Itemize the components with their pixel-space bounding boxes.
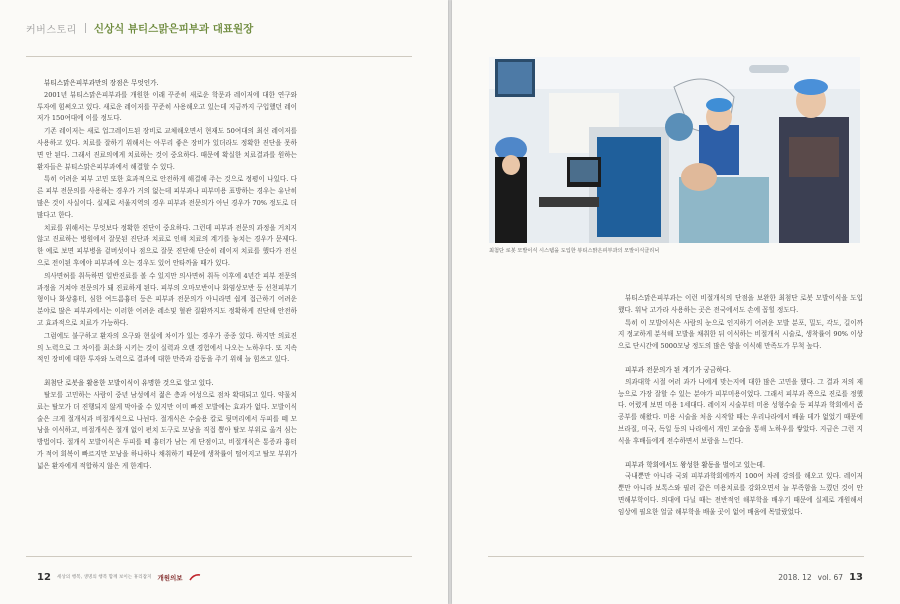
body-paragraph: 의사면허를 취득하면 일반진료를 볼 수 있지만 의사면허 취득 이후에 4년간 피부 전문의 과정을 거쳐야 전문의가 돼 진료하게 된다. 피부의 오마모반이나 화염상모반 등 선천피부기형이나 화상흉터, 심한 여드름흉터 등은 피부과 전문의가 아니라면 쉽게 접근하기 어려운 분야로 많은 피부과에서는 이러한 어려운 레소및 혈관 질환까지도 정확하게 진단해 안전하고 효과적으로 치료가 가능하다. [37,271,297,327]
body-paragraph: 특히 이 모발이식은 사람의 눈으로 인지하기 어려운 모발 분포, 밀도, 각도, 길이까지 정교하게 분석해 모발을 채취한 뒤 이식하는 비절개식 시술로, 생착률이 90% 이상으로 단시간에 5000모낭 정도의 많은 양을 이식해 만족도가 무척 높다. [618,318,863,351]
clinic-photo-illustration [489,57,860,243]
interview-question: 피부과 학회에서도 왕성한 활동을 벌이고 있는데. [625,460,765,469]
left-footer [37,570,201,584]
photo-caption: 최첨단 로봇 모발이식 시스템을 도입한 뷰티스맑은피부과의 모발이식클리닉 [489,248,660,254]
body-paragraph: 2001년 뷰티스맑은피부과를 개원한 이래 꾸준히 새로운 학문과 레이저에 대한 연구와 투자에 힘써오고 있다. 새로운 레이저를 꾸준히 사용해오고 있는데 지금까지 구입했던 레이저가 150여대에 이를 정도다. [37,90,297,123]
page-number: 12 [37,571,51,583]
body-paragraph: 특히 어려운 피부 고민 또한 효과적으로 안전하게 해결해 주는 것으로 정평이 나있다. 다른 피부 전문의를 사용하는 경우가 거의 없는데 피부과나 피부미용 표방하는 경우는 유난히 많은 것이 사실이다. 실제로 서울지역의 경우 피부과 전문의가 아닌 경우가 70% 정도로 더 많다고 한다. [37,175,297,219]
body-paragraph: 그럼에도 불구하고 환자의 요구와 현실에 차이가 있는 경우가 종종 있다. 하지만 의료진의 노력으로 그 차이를 최소화 시키는 것이 실력과 오랜 경험에서 나오는 노하우다. 또 지속적인 장비에 대한 투자와 노력으로 결과에 대한 만족과 감동을 주기 위해 늘 힘쓰고 있다. [37,331,297,364]
body-paragraph: 의과대학 시절 여러 과가 나에게 맞는지에 대한 많은 고민을 했다. 그 결과 저의 재능으로 가장 잘할 수 있는 분야가 피부미용이었다. 그래서 피부과 쪽으로 진로를 정했다. 어렸게 보면 미용 1세대다. 레이저 시술부터 미용 성형수술 등 피부과 학회에서 좀 공부를 해왔다. 미용 시술을 처음 시작할 때는 우리나라에서 배울 데가 없었기 때문에 브라질, 미국, 독일 등의 나라에서 개인 교습을 통해 노하우를 쌓았다. 지금은 그런 지식을 후배들에게 전수하면서 보람을 느낀다. [618,377,863,445]
paragraph-spacer [37,367,297,378]
issue-volume: vol. 67 [817,572,844,582]
article-title: 신상식 뷰티스맑은피부과 대표원장 [93,22,254,35]
paragraph-spacer [618,449,863,460]
brand-swoosh-icon [189,573,201,581]
body-paragraph: 기존 레이저는 새로 업그레이드된 장비로 교체해오면서 현재도 50여대의 최신 레이저를 사용하고 있다. 치료를 잘하기 위해서는 아무리 좋은 장비가 있더라도 정확한 진단을 못하면 안 된다. 그래서 진료의에게 치료하는 것이 중요하다. 때문에 확실한 치료결과를 원하는 환자들은 뷰티스맑은피부과에서 해결할 수 있다. [37,127,297,171]
page-number: 13 [849,571,863,583]
footer-tagline: 세상의 행복, 생명의 행복 함께 보이는 휴리잡지 [56,575,152,580]
robot-hair-transplant-photo [489,57,860,243]
magazine-logo: 개원의보 [157,573,183,582]
body-paragraph: 탈모를 고민하는 사람이 중년 남성에서 젊은 층과 여성으로 점차 확대되고 있다. 약물치료는 탈모가 더 진행되지 않게 막아줄 수 있지만 이미 빠진 모발에는 효과가 없다. 모발이식술은 크게 절개식과 비절개식으로 나뉜다. 절개식은 수술용 칼로 뒷머리에서 두피를 떼 모낭을 이식하고, 비절개식은 절개 없이 펀치 도구로 모낭을 직접 뽑아 탈모 부위로 옮겨 심는 방법이다. 절개식 모발이식은 두피를 떼 흉터가 남는 게 단점이고, 비절개식은 통증과 흉터가 적어 회복이 빠르지만 모낭을 하나하나 채취하기 때문에 생착률이 떨어지고 탈모 부위가 넓은 환자에게 적합하지 않은 게 한계다. [37,390,297,470]
section-label: 커버스토리 [26,24,77,36]
left-page [0,0,448,604]
body-paragraph: 뷰티스맑은피부과는 이런 비절개식의 단점을 보완한 최첨단 로봇 모발이식을 도입했다. 워낙 고가라 사용하는 곳은 전국에서도 손에 꼽힐 정도다. [618,294,863,314]
issue-date: 2018. 12 [778,572,812,582]
header-divider [85,23,86,33]
section-header [26,18,253,38]
footer-rule [488,556,864,557]
body-paragraph: 치료를 위해서는 무엇보다 정확한 진단이 중요하다. 그런데 피부과 전문의 과정을 거치지 않고 진료하는 병원에서 잘못된 진단과 치료로 인해 치료의 계기를 놓치는 경우가 문제다. 한 예로 보면 피부병을 겉버섯이나 점으로 잘못 진단해 단순히 레이저 치료를 했다가 전신으로 전이된 후에야 피부과에 오는 경우도 있어 안타까울 때가 있다. [37,223,297,267]
interview-question: 최첨단 로봇을 활용한 모발이식이 유명한 것으로 알고 있다. [44,379,214,388]
left-article-column [37,78,297,474]
body-paragraph: 국내뿐만 아니라 국외 피부과학회에까지 100여 차례 강의를 해오고 있다. 레이저 뿐만 아니라 보톡스와 필러 같은 미용치료를 강화오면서 늘 부족함을 느꼈던 것이 안면해부학이다. 의대에 다닐 때는 전반적인 해부학을 배우기 때문에 실제로 개원해서 임상에 필요한 얼굴 해부학을 배울 곳이 없어 배움에 목말랐었다. [618,472,863,516]
right-footer [778,570,863,584]
paragraph-spacer [618,354,863,365]
header-rule [26,56,412,57]
right-page [452,0,900,604]
footer-rule [26,556,412,557]
interview-question: 피부과 전문의가 된 계기가 궁금하다. [625,365,732,374]
interview-question: 뷰티스맑은피부과만의 장점은 무엇인가. [44,79,159,87]
right-article-column [618,293,863,520]
